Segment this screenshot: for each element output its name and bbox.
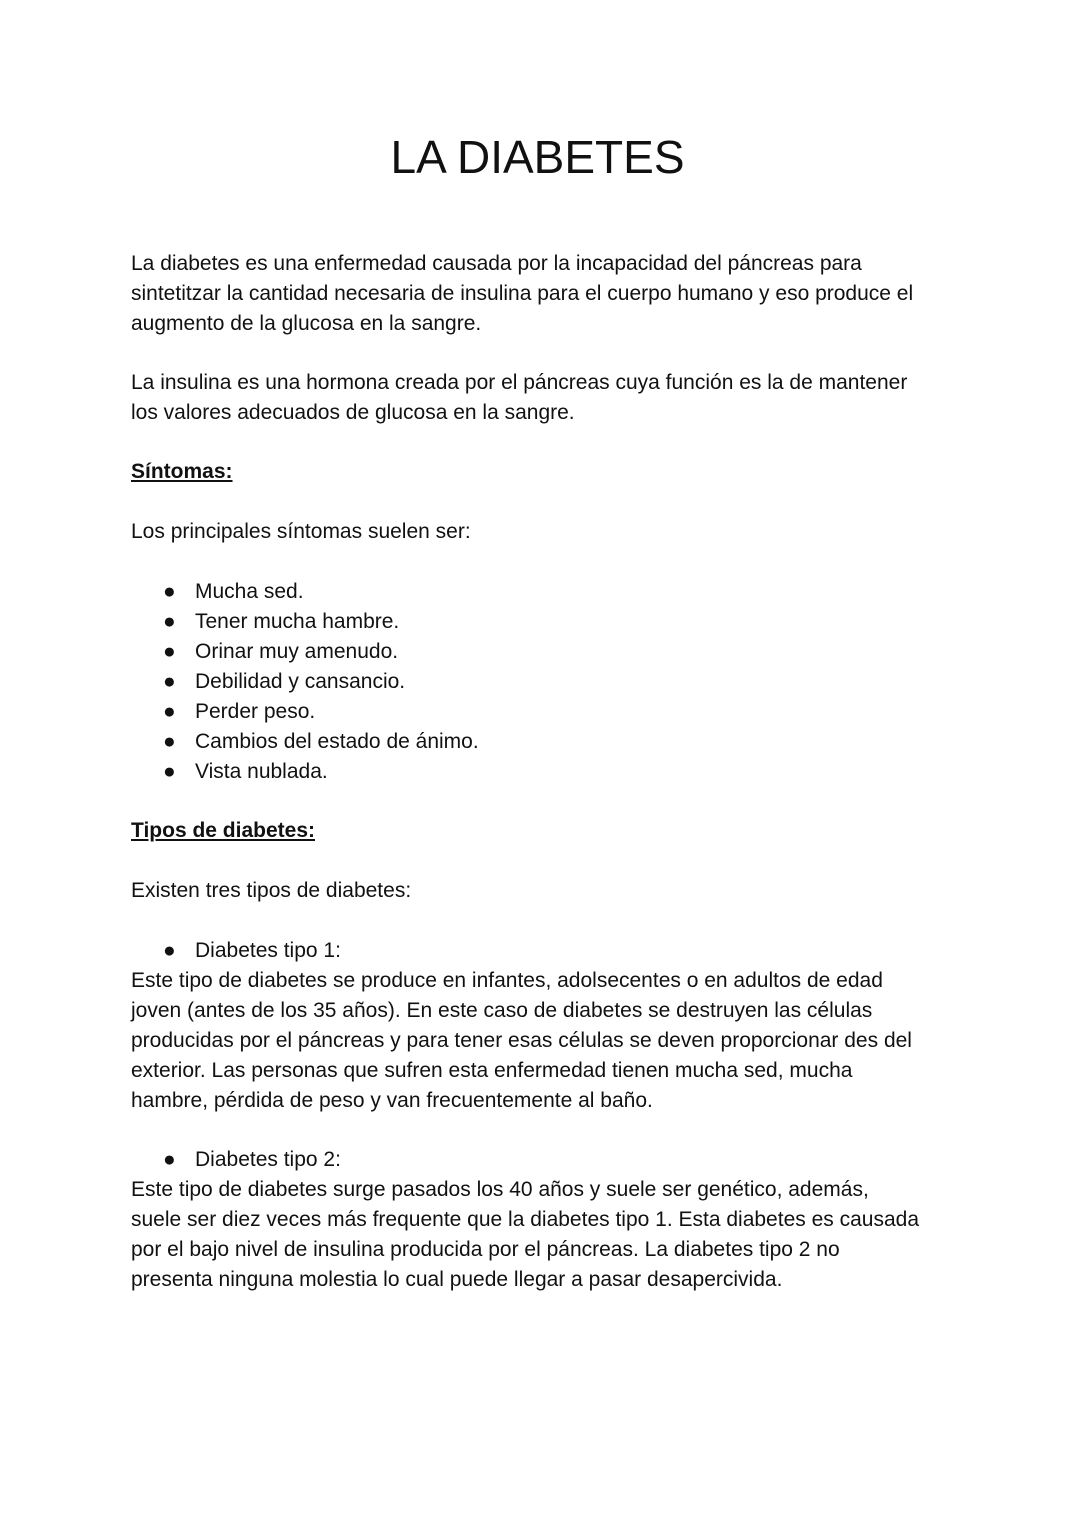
intro-line: sintetitzar la cantidad necesaria de insulina para el cuerpo humano y eso produce el	[131, 282, 914, 305]
tipo2-line: presenta ninguna molestia lo cual puede llegar a pasar desapercivida.	[131, 1268, 783, 1291]
list-item: Mucha sed.	[195, 580, 304, 603]
list-item: Cambios del estado de ánimo.	[195, 730, 479, 753]
bullet-icon: ●	[163, 640, 176, 663]
intro-line: La diabetes es una enfermedad causada por la incapacidad del páncreas para	[131, 252, 862, 275]
bullet-icon: ●	[163, 1148, 176, 1171]
insulina-line: La insulina es una hormona creada por el páncreas cuya función es la de mantener	[131, 371, 908, 394]
tipo1-label: Diabetes tipo 1:	[195, 939, 341, 962]
tipo1-line: joven (antes de los 35 años). En este caso de diabetes se destruyen las células	[131, 999, 873, 1022]
list-item: Vista nublada.	[195, 760, 328, 783]
bullet-icon: ●	[163, 730, 176, 753]
tipos-heading: Tipos de diabetes:	[131, 819, 315, 842]
tipo2-line: por el bajo nivel de insulina producida por el páncreas. La diabetes tipo 2 no	[131, 1238, 840, 1261]
bullet-icon: ●	[163, 580, 176, 603]
list-item: Tener mucha hambre.	[195, 610, 400, 633]
sintomas-heading: Síntomas:	[131, 460, 233, 483]
list-item: Orinar muy amenudo.	[195, 640, 399, 663]
bullet-icon: ●	[163, 760, 176, 783]
bullet-icon: ●	[163, 939, 176, 962]
tipos-lead: Existen tres tipos de diabetes:	[131, 879, 412, 902]
tipo2-label: Diabetes tipo 2:	[195, 1148, 341, 1171]
tipo1-line: exterior. Las personas que sufren esta enfermedad tienen mucha sed, mucha	[131, 1059, 853, 1082]
bullet-icon: ●	[163, 700, 176, 723]
sintomas-lead: Los principales síntomas suelen ser:	[131, 520, 471, 543]
tipo2-line: suele ser diez veces más frequente que la diabetes tipo 1. Esta diabetes es causada	[131, 1208, 919, 1231]
tipo2-line: Este tipo de diabetes surge pasados los 40 años y suele ser genético, además,	[131, 1178, 869, 1201]
document-title: LA DIABETES	[390, 131, 685, 183]
intro-line: augmento de la glucosa en la sangre.	[131, 312, 482, 335]
insulina-line: los valores adecuados de glucosa en la sangre.	[131, 401, 575, 424]
tipo1-line: hambre, pérdida de peso y van frecuentemente al baño.	[131, 1089, 653, 1112]
bullet-icon: ●	[163, 670, 176, 693]
tipo1-line: Este tipo de diabetes se produce en infantes, adolsecentes o en adultos de edad	[131, 969, 883, 992]
list-item: Perder peso.	[195, 700, 316, 723]
bullet-icon: ●	[163, 610, 176, 633]
list-item: Debilidad y cansancio.	[195, 670, 406, 693]
tipo1-line: producidas por el páncreas y para tener esas células se deven proporcionar des del	[131, 1029, 912, 1052]
